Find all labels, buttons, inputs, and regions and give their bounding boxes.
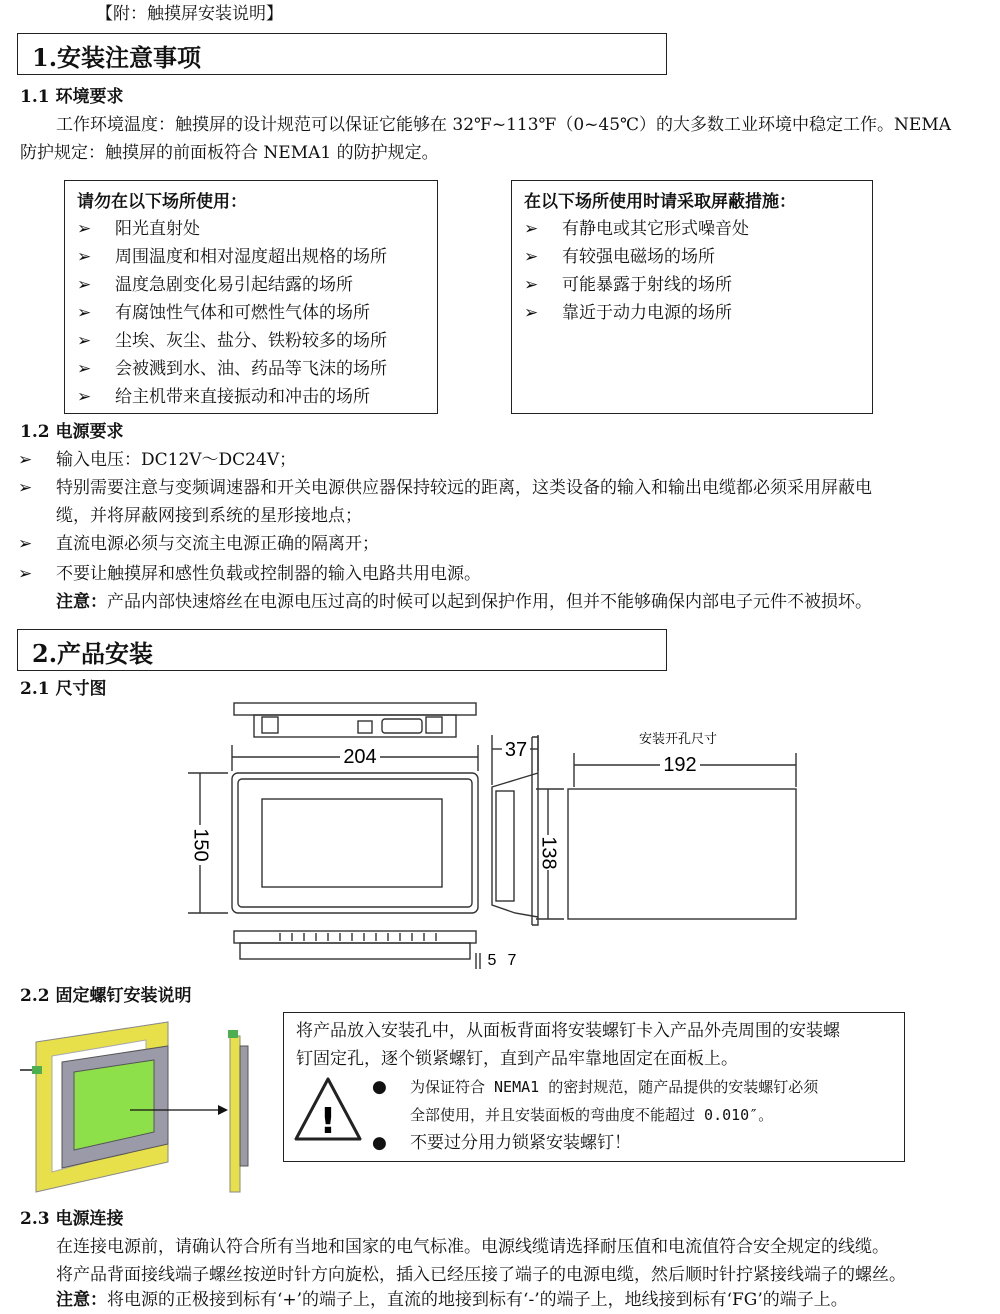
s12-item3: 直流电源必须与交流主电源正确的隔离开； (56, 534, 379, 554)
s23-note (56, 1286, 848, 1314)
s21-heading: 2.1 尺寸图 (20, 679, 107, 699)
s11-heading: 1.1 环境要求 (20, 87, 124, 107)
s11-para-line2: 防护规定：触摸屏的前面板符合 NEMA1 的防护规定。 (20, 143, 439, 163)
shielding-title: 在以下场所使用时请采取屏蔽措施： (524, 192, 796, 212)
list-item: ➢ 尘埃、灰尘、盐分、铁粉较多的场所 (77, 327, 387, 355)
arrow-bullet-icon: ➢ (77, 303, 92, 323)
arrow-bullet-icon: ➢ (524, 303, 539, 323)
arrow-bullet-icon: ➢ (77, 387, 92, 407)
section1-title-box (17, 33, 667, 75)
s12-heading: 1.2 电源要求 (20, 422, 124, 442)
svg-text:!: ! (319, 1101, 337, 1142)
list-item: ➢ 会被溅到水、油、药品等飞沫的场所 (77, 355, 387, 383)
dim-width-label: 204 (343, 746, 377, 768)
s12-item4: 不要让触摸屏和感性负载或控制器的输入电路共用电源。 (56, 564, 481, 584)
arrow-bullet-icon: ➢ (77, 331, 92, 351)
arrow-bullet-icon: ➢ (77, 275, 92, 295)
appendix-title: 【附：触摸屏安装说明】 (96, 4, 283, 24)
list-item: ➢ 有较强电磁场的场所 (524, 243, 749, 271)
arrow-bullet-icon: ➢ (77, 219, 92, 239)
arrow-bullet-icon: ➢ (18, 564, 33, 584)
s22-para-line1: 将产品放入安装孔中，从面板背面将安装螺钉卡入产品外壳周围的安装螺 (296, 1021, 840, 1041)
s22-para-line2: 钉固定孔，逐个锁紧螺钉，直到产品牢靠地固定在面板上。 (296, 1049, 738, 1069)
arrow-bullet-icon: ➢ (524, 247, 539, 267)
s12-item2-line2: 缆，并将屏蔽网接到系统的星形接地点； (56, 506, 362, 526)
shielding-box (511, 180, 873, 414)
s22-bullet1-line2: 全部使用，并且安装面板的弯曲度不能超过 0.010″。 (410, 1106, 774, 1124)
s12-note (56, 588, 872, 616)
s22-bullet2: 不要过分用力锁紧安装螺钉！ (410, 1133, 631, 1153)
cutout-caption: 安装开孔尺寸 (638, 732, 718, 747)
arrow-bullet-icon: ➢ (77, 359, 92, 379)
front-view (232, 773, 478, 913)
section1-title: 1.安装注意事项 (32, 43, 202, 72)
dimension-drawing (170, 695, 830, 980)
note-label: 注意： (56, 592, 107, 612)
s23-heading: 2.3 电源连接 (20, 1209, 124, 1229)
note-text: 产品内部快速熔丝在电源电压过高的时候可以起到保护作用，但并不能够确保内部电子元件不被损坏。 (107, 592, 872, 612)
do-not-use-box (64, 180, 438, 414)
side-view (492, 737, 538, 925)
list-item: ➢ 靠近于动力电源的场所 (524, 299, 749, 327)
screw-install-illustration (18, 1012, 258, 1194)
bottom-view (234, 931, 476, 959)
list-item: ➢ 给主机带来直接振动和冲击的场所 (77, 383, 387, 411)
top-view (234, 703, 476, 737)
list-item: ➢ 有腐蚀性气体和可燃性气体的场所 (77, 299, 387, 327)
s11-para-line1: 工作环境温度：触摸屏的设计规范可以保证它能够在 32℉~113℉（0~45℃）的大多数工业环境中稳定工作。NEMA (56, 115, 952, 135)
dim-height-label: 150 (189, 828, 212, 862)
list-item: ➢ 可能暴露于射线的场所 (524, 271, 749, 299)
note-text: 将电源的正极接到标有‘+’的端子上，直流的地接到标有‘-’的端子上，地线接到标有‘FG’的端子上。 (107, 1290, 848, 1310)
dim-a-label: 5 (487, 952, 497, 969)
s22-heading: 2.2 固定螺钉安装说明 (20, 986, 192, 1006)
cutout-height-label: 138 (537, 836, 560, 870)
s12-item2-line1: 特别需要注意与变频调速器和开关电源供应器保持较远的距离，这类设备的输入和输出电缆都必须采用屏蔽电 (56, 478, 872, 498)
section2-title-box (17, 629, 667, 671)
s23-line1: 在连接电源前，请确认符合所有当地和国家的电气标准。电源线缆请选择耐压值和电流值符合安全规定的线缆。 (56, 1237, 889, 1257)
arrow-bullet-icon: ➢ (77, 247, 92, 267)
dim-depth-label: 37 (504, 739, 528, 761)
list-item: ➢ 有静电或其它形式噪音处 (524, 215, 749, 243)
note-label: 注意： (56, 1290, 107, 1310)
list-item: ➢ 阳光直射处 (77, 215, 387, 243)
s22-bullet1-line1: 为保证符合 NEMA1 的密封规范，随产品提供的安装螺钉必须 (410, 1078, 819, 1096)
screw-info-box (283, 1012, 905, 1162)
shielding-list (524, 215, 749, 327)
arrow-bullet-icon: ➢ (18, 478, 33, 498)
list-item: ➢ 周围温度和相对湿度超出规格的场所 (77, 243, 387, 271)
arrow-bullet-icon: ➢ (18, 450, 33, 470)
s12-item1: 输入电压：DC12V～DC24V； (56, 450, 297, 470)
list-item: ➢ 温度急剧变化易引起结露的场所 (77, 271, 387, 299)
cutout-view (568, 789, 796, 919)
do-not-use-list (77, 215, 387, 411)
do-not-use-title: 请勿在以下场所使用： (77, 192, 247, 212)
arrow-bullet-icon: ➢ (524, 275, 539, 295)
section2-title: 2.产品安装 (32, 639, 154, 668)
s23-line2: 将产品背面接线端子螺丝按逆时针方向旋松，插入已经压接了端子的电源电缆，然后顺时针拧紧接线端子的螺丝。 (56, 1265, 906, 1285)
bullet-dot-icon: ● (372, 1077, 387, 1097)
arrow-bullet-icon: ➢ (18, 534, 33, 554)
dim-b-label: 7 (507, 952, 517, 969)
cutout-width-label: 192 (663, 754, 697, 776)
bullet-dot-icon: ● (372, 1133, 387, 1153)
warning-icon (292, 1075, 364, 1145)
arrow-bullet-icon: ➢ (524, 219, 539, 239)
